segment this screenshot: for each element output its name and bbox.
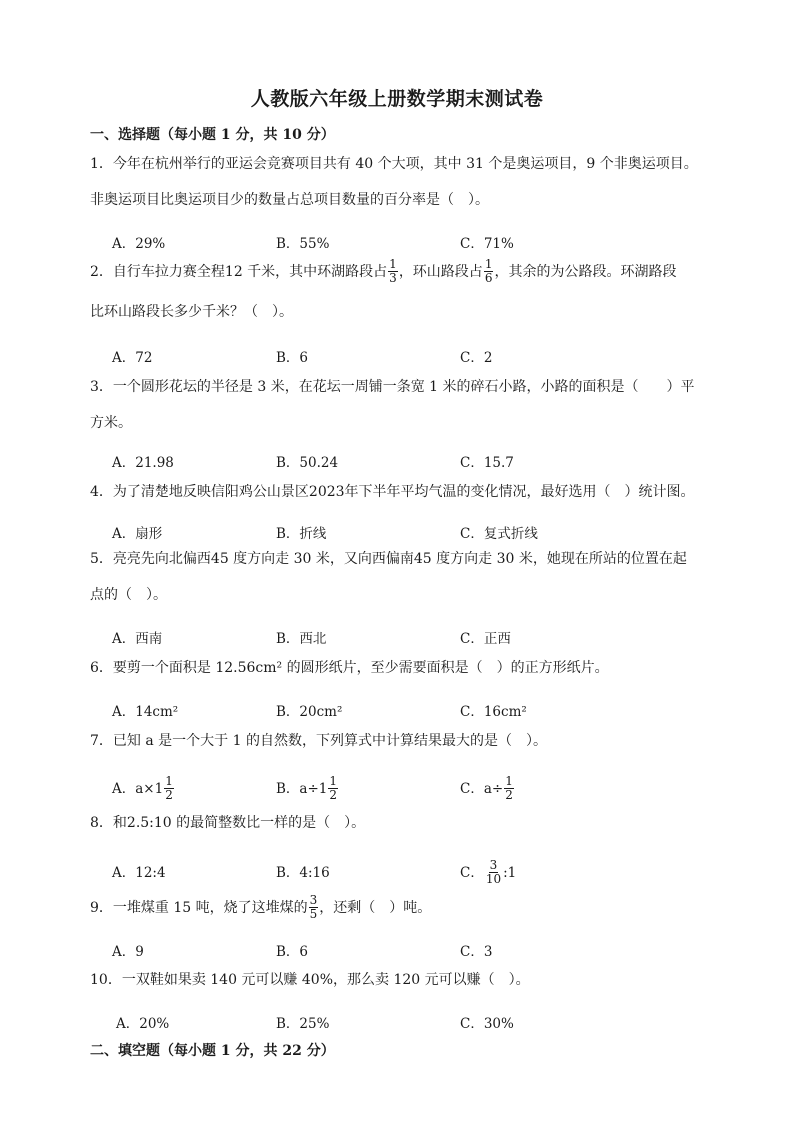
page-title: 人教版六年级上册数学期末测试卷 xyxy=(250,88,544,110)
section-heading-choice: 一、选择题（每小题 1 分，共 10 分） xyxy=(90,127,335,143)
question-6 xyxy=(90,650,710,720)
question-3-options xyxy=(90,445,710,469)
question-4-line-1: 4．为了清楚地反映信阳鸡公山景区2023年下半年平均气温的变化情况，最好选用（ ）统计图。 xyxy=(90,484,695,500)
fraction-three-fifths: $\frac{3}{5}$ xyxy=(309,892,318,921)
question-5 xyxy=(90,541,710,647)
option-c: C．71% xyxy=(460,236,514,252)
question-7-line-1: 7．已知 a 是一个大于 1 的自然数，下列算式中计算结果最大的是（ ）。 xyxy=(90,733,547,749)
question-9-options xyxy=(90,934,710,958)
option-a: A．a×1 $\frac{1}{2}$ xyxy=(112,774,173,802)
option-b: B．a÷1 $\frac{1}{2}$ xyxy=(276,774,338,802)
option-c: C．16cm² xyxy=(460,704,527,720)
option-b: B．25% xyxy=(276,1016,330,1032)
option-c: C．15.7 xyxy=(460,455,514,471)
fraction-three-tenths: $\frac{3}{10}$ xyxy=(485,858,502,886)
question-5-line-1: 5．亮亮先向北偏西45 度方向走 30 米，又向西偏南45 度方向走 30 米，她现在所站的位置在起 xyxy=(90,551,687,567)
question-2-line-1: 2．自行车拉力赛全程12 千米，其中环湖路段占 $\frac{1}{3}$ ，环山路段占 $\frac{1}{6}$ ，其余的为公路段。环湖路段 xyxy=(90,256,677,285)
question-5-options xyxy=(90,621,710,645)
option-b: B．6 xyxy=(276,944,309,960)
option-c: C． $\frac{3}{10}$ :1 xyxy=(460,858,517,886)
option-a: A．21.98 xyxy=(112,455,174,471)
question-3 xyxy=(90,369,710,471)
option-a: A．14cm² xyxy=(112,704,179,720)
question-1-line-2: 非奥运项目比奥运项目少的数量占总项目数量的百分率是（ ）。 xyxy=(90,192,489,208)
option-a: A．9 xyxy=(112,944,144,960)
option-b: B．20cm² xyxy=(276,704,343,720)
option-a: A．西南 xyxy=(112,631,163,647)
question-10 xyxy=(90,962,710,1032)
question-10-options xyxy=(90,1006,710,1030)
question-8-options xyxy=(90,855,710,885)
fraction-one-sixth: $\frac{1}{6}$ xyxy=(484,256,493,285)
option-a: A．扇形 xyxy=(112,526,163,542)
question-9 xyxy=(90,890,710,960)
question-6-line-1: 6．要剪一个面积是 12.56cm² 的圆形纸片，至少需要面积是（ ）的正方形纸片。 xyxy=(90,660,609,676)
option-b: B．55% xyxy=(276,236,330,252)
question-6-options xyxy=(90,694,710,718)
option-a: A．12:4 xyxy=(112,865,166,881)
question-8-line-1: 8．和2.5:10 的最简整数比一样的是（ ）。 xyxy=(90,815,366,831)
question-10-line-1: 10．一双鞋如果卖 140 元可以赚 40%，那么卖 120 元可以赚（ ）。 xyxy=(90,972,530,988)
question-4 xyxy=(90,474,710,542)
question-9-line-1: 9．一堆煤重 15 吨，烧了这堆煤的 $\frac{3}{5}$ ，还剩（ ）吨。 xyxy=(90,892,432,921)
question-7-options xyxy=(90,771,710,801)
fraction-one-half: $\frac{1}{2}$ xyxy=(329,774,338,802)
question-8 xyxy=(90,805,710,886)
question-4-options xyxy=(90,516,710,540)
option-c: C．复式折线 xyxy=(460,526,538,542)
option-b: B．西北 xyxy=(276,631,327,647)
section-heading-fill-in: 二、填空题（每小题 1 分，共 22 分） xyxy=(90,1043,335,1059)
option-b: B．折线 xyxy=(276,526,327,542)
fraction-one-half: $\frac{1}{2}$ xyxy=(505,774,513,802)
option-c: C．a÷ $\frac{1}{2}$ xyxy=(460,774,513,802)
question-5-line-2: 点的（ ）。 xyxy=(90,587,167,603)
question-3-line-2: 方米。 xyxy=(90,415,132,431)
question-1 xyxy=(90,146,710,252)
option-b: B．6 xyxy=(276,350,309,366)
option-a: A．20% xyxy=(116,1016,170,1032)
question-7 xyxy=(90,723,710,802)
option-b: B．4:16 xyxy=(276,865,330,881)
question-2-options xyxy=(90,340,710,364)
option-a: A．29% xyxy=(112,236,166,252)
question-1-line-1: 1．今年在杭州举行的亚运会竞赛项目共有 40 个大项，其中 31 个是奥运项目，9 个非奥运项目。 xyxy=(90,156,698,172)
question-3-line-1: 3．一个圆形花坛的半径是 3 米，在花坛一周铺一条宽 1 米的碎石小路，小路的面积是（ ）平 xyxy=(90,379,695,395)
fraction-one-third: $\frac{1}{3}$ xyxy=(389,256,397,285)
option-c: C．30% xyxy=(460,1016,514,1032)
option-a: A．72 xyxy=(112,350,153,366)
option-c: C．3 xyxy=(460,944,493,960)
option-c: C．正西 xyxy=(460,631,511,647)
option-b: B．50.24 xyxy=(276,455,339,471)
option-c: C．2 xyxy=(460,350,493,366)
question-2-line-2: 比环山路段长多少千米？（ ）。 xyxy=(90,304,293,320)
fraction-one-half: $\frac{1}{2}$ xyxy=(165,774,173,802)
question-2 xyxy=(90,254,710,366)
question-1-options xyxy=(90,226,710,250)
